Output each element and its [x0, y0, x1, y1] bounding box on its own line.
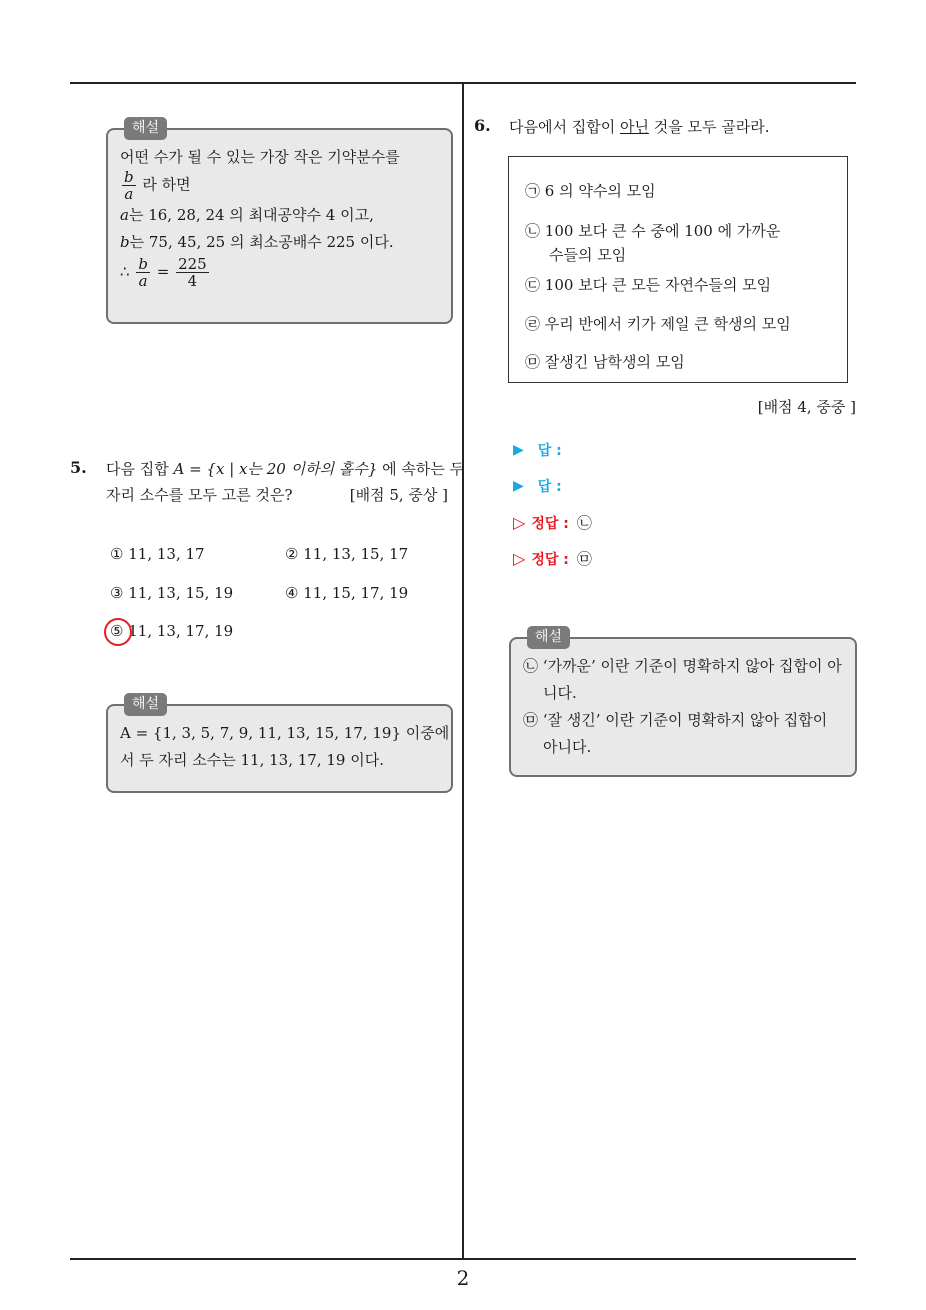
correct-answer-row-1: ▷ 정답 : ㉡	[513, 513, 592, 532]
solution-line: 어떤 수가 될 수 있는 가장 작은 기약분수를	[120, 148, 400, 166]
column-divider	[462, 82, 464, 1258]
solution-line: 니다.	[543, 684, 577, 702]
answer-row-2[interactable]: ▶ 답 :	[513, 478, 562, 495]
question-6-score: [배점 4, 중중 ]	[757, 398, 856, 416]
solution-line: ㉡ ‘가까운’ 이란 기준이 명확하지 않아 집합이 아	[523, 657, 842, 675]
choice-1[interactable]: ① 11, 13, 17	[110, 545, 205, 563]
play-triangle-icon: ▶	[513, 442, 524, 458]
solution-line: 서 두 자리 소수는 11, 13, 17, 19 이다.	[120, 751, 384, 769]
choice-2[interactable]: ② 11, 13, 15, 17	[285, 545, 409, 563]
choice-4[interactable]: ④ 11, 15, 17, 19	[285, 584, 409, 602]
item-5: ㉤ 잘생긴 남학생의 모임	[525, 353, 685, 371]
choice-5[interactable]: ⑤ 11, 13, 17, 19	[110, 622, 234, 640]
question-5-text: 다음 집합 A = {x | x는 20 이하의 홀수} 에 속하는 두 자리 소수를 모두 고른 것은? [배점 5, 중상 ]	[106, 456, 458, 508]
choice-3[interactable]: ③ 11, 13, 15, 19	[110, 584, 234, 602]
item-3: ㉢ 100 보다 큰 모든 자연수들의 모임	[525, 276, 772, 294]
solution-line: $\frac{b}{a}$ 라 하면	[124, 168, 191, 203]
fraction-b-over-a: $\frac{b}{a}$	[124, 168, 134, 203]
solution-box-prev	[106, 120, 453, 324]
question-6-number: 6.	[474, 116, 491, 135]
correct-answer-row-2: ▷ 정답 : ㉤	[513, 549, 592, 568]
solution-tab: 해설	[124, 117, 167, 140]
solution-line: b는 75, 45, 25 의 최소공배수 225 이다.	[120, 233, 394, 251]
outline-triangle-icon: ▷	[513, 513, 526, 532]
solution-line: a는 16, 28, 24 의 최대공약수 4 이고,	[120, 206, 374, 224]
outline-triangle-icon: ▷	[513, 549, 526, 568]
solution-line: 아니다.	[543, 738, 592, 756]
fraction-result: $\frac{225}{4}$	[178, 255, 207, 290]
play-triangle-icon: ▶	[513, 478, 524, 494]
solution-line: A = {1, 3, 5, 7, 9, 11, 13, 15, 17, 19} 이중에	[120, 724, 450, 742]
question-6-items-box	[508, 156, 848, 383]
page-number: 2	[456, 1266, 470, 1290]
item-4: ㉣ 우리 반에서 키가 제일 큰 학생의 모임	[525, 315, 791, 333]
solution-box-q5	[106, 696, 453, 793]
answer-row-1[interactable]: ▶ 답 :	[513, 442, 562, 459]
solution-tab: 해설	[124, 693, 167, 716]
solution-result: ∴ $\frac{b}{a}$ = $\frac{225}{4}$	[120, 255, 207, 290]
solution-box-q6	[509, 629, 857, 777]
question-6-text: 다음에서 집합이 아닌 것을 모두 골라라.	[509, 118, 770, 136]
question-5-score: [배점 5, 중상 ]	[349, 486, 448, 504]
solution-tab: 해설	[527, 626, 570, 649]
solution-line: ㉤ ‘잘 생긴’ 이란 기준이 명확하지 않아 집합이	[523, 711, 828, 729]
question-5-number: 5.	[70, 458, 87, 477]
fraction-b-over-a: $\frac{b}{a}$	[138, 255, 148, 290]
bottom-rule	[70, 1258, 856, 1260]
selected-answer-circle	[104, 618, 132, 646]
item-2: ㉡ 100 보다 큰 수 중에 100 에 가까운 수들의 모임	[525, 222, 781, 264]
item-1: ㉠ 6 의 약수의 모임	[525, 182, 656, 200]
